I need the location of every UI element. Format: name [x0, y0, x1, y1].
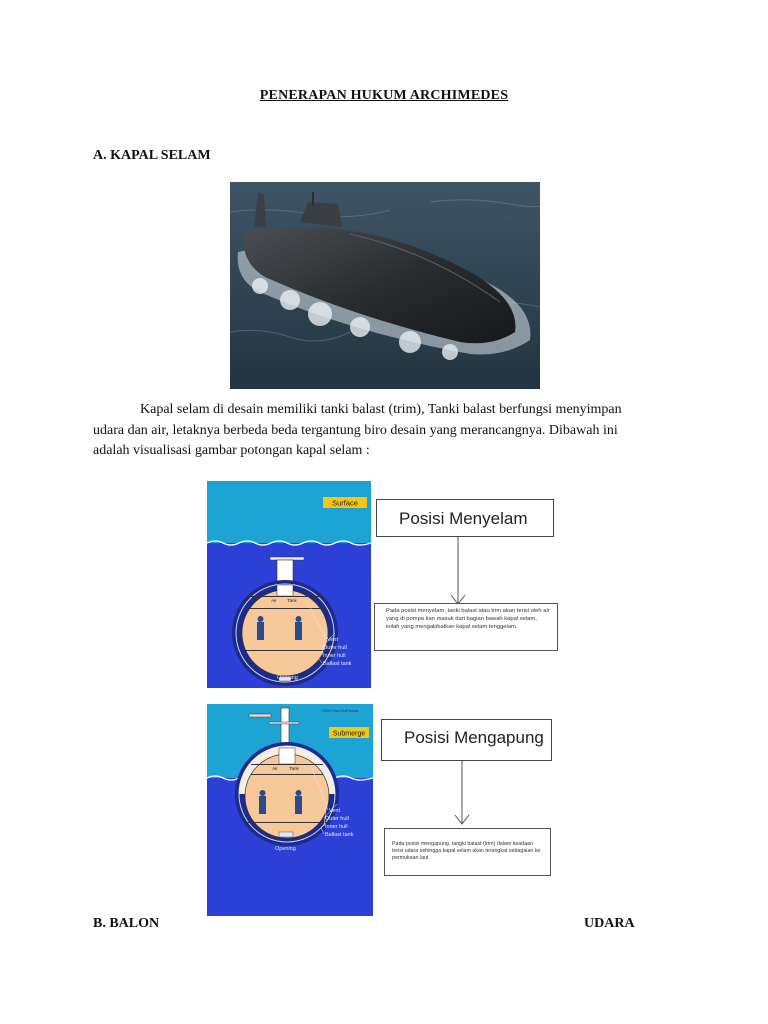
label-inner-hull-surface: Inner hull: [323, 653, 346, 659]
description-mengapung: Pada posisi mengapung, tangki balast (trim) dalam keadaan terisi udara sehingga kapal selam akan terangkat sebagaian ke permukaan laut: [384, 828, 551, 876]
state-tag-submerge: Submerge: [332, 730, 366, 738]
posisi-menyelam-box: Posisi Menyelam: [376, 499, 554, 537]
label-ballast-tank-surface: Ballast tank: [323, 661, 352, 667]
posisi-mengapung-box: Posisi Mengapung: [381, 719, 552, 761]
label-inner-hull-submerge: Inner hull: [325, 824, 348, 830]
submarine-diagram-surface: [207, 481, 371, 688]
section-heading-kapal-selam: A. KAPAL SELAM: [93, 148, 211, 163]
label-outer-hull-surface: Outer hull: [323, 645, 347, 651]
state-tag-surface: Surface: [332, 498, 358, 508]
submarine-diagram-submerge: [207, 704, 373, 916]
body-paragraph-text: Kapal selam di desain memiliki tanki balast (trim), Tanki balast berfungsi menyimpan udara dan air, letaknya berbeda beda tergantung biro desain yang merancangnya. Dibawah ini adalah visualisasi gambar potongan kapal selam :: [93, 402, 622, 458]
section-heading-udara: UDARA: [584, 916, 635, 931]
section-heading-balon: B. BALON: [93, 916, 160, 931]
arrow-down-icon: [448, 537, 468, 605]
label-opening-submerge: Opening: [275, 846, 296, 852]
description-menyelam: Pada posisi menyelam, tanki balast atau trim akan terisi oleh air yang di pompa kan masuk dari bagian bawah kapal selam, inilah yang mengakibatkan kapal selam tenggelam.: [374, 603, 558, 651]
label-opening-surface: Opening: [277, 675, 298, 681]
submarine-photo: [230, 182, 540, 389]
label-vent-surface: Vent: [327, 637, 339, 643]
arrow-down-icon: [452, 761, 472, 828]
tank-label-submerge: Tank: [289, 766, 299, 771]
air-label-submerge: Air: [272, 766, 278, 771]
air-label-surface: Air: [271, 598, 277, 603]
label-outer-hull-submerge: Outer hull: [325, 816, 349, 822]
tank-label-surface: Tank: [287, 598, 297, 603]
label-ballast-tank-submerge: Ballast tank: [325, 832, 354, 838]
credit-text: ©2000 How Stuff Works: [321, 709, 359, 713]
label-vent-submerge: Vent: [329, 808, 341, 814]
body-paragraph: [93, 400, 653, 462]
document-title: PENERAPAN HUKUM ARCHIMEDES: [259, 88, 509, 103]
